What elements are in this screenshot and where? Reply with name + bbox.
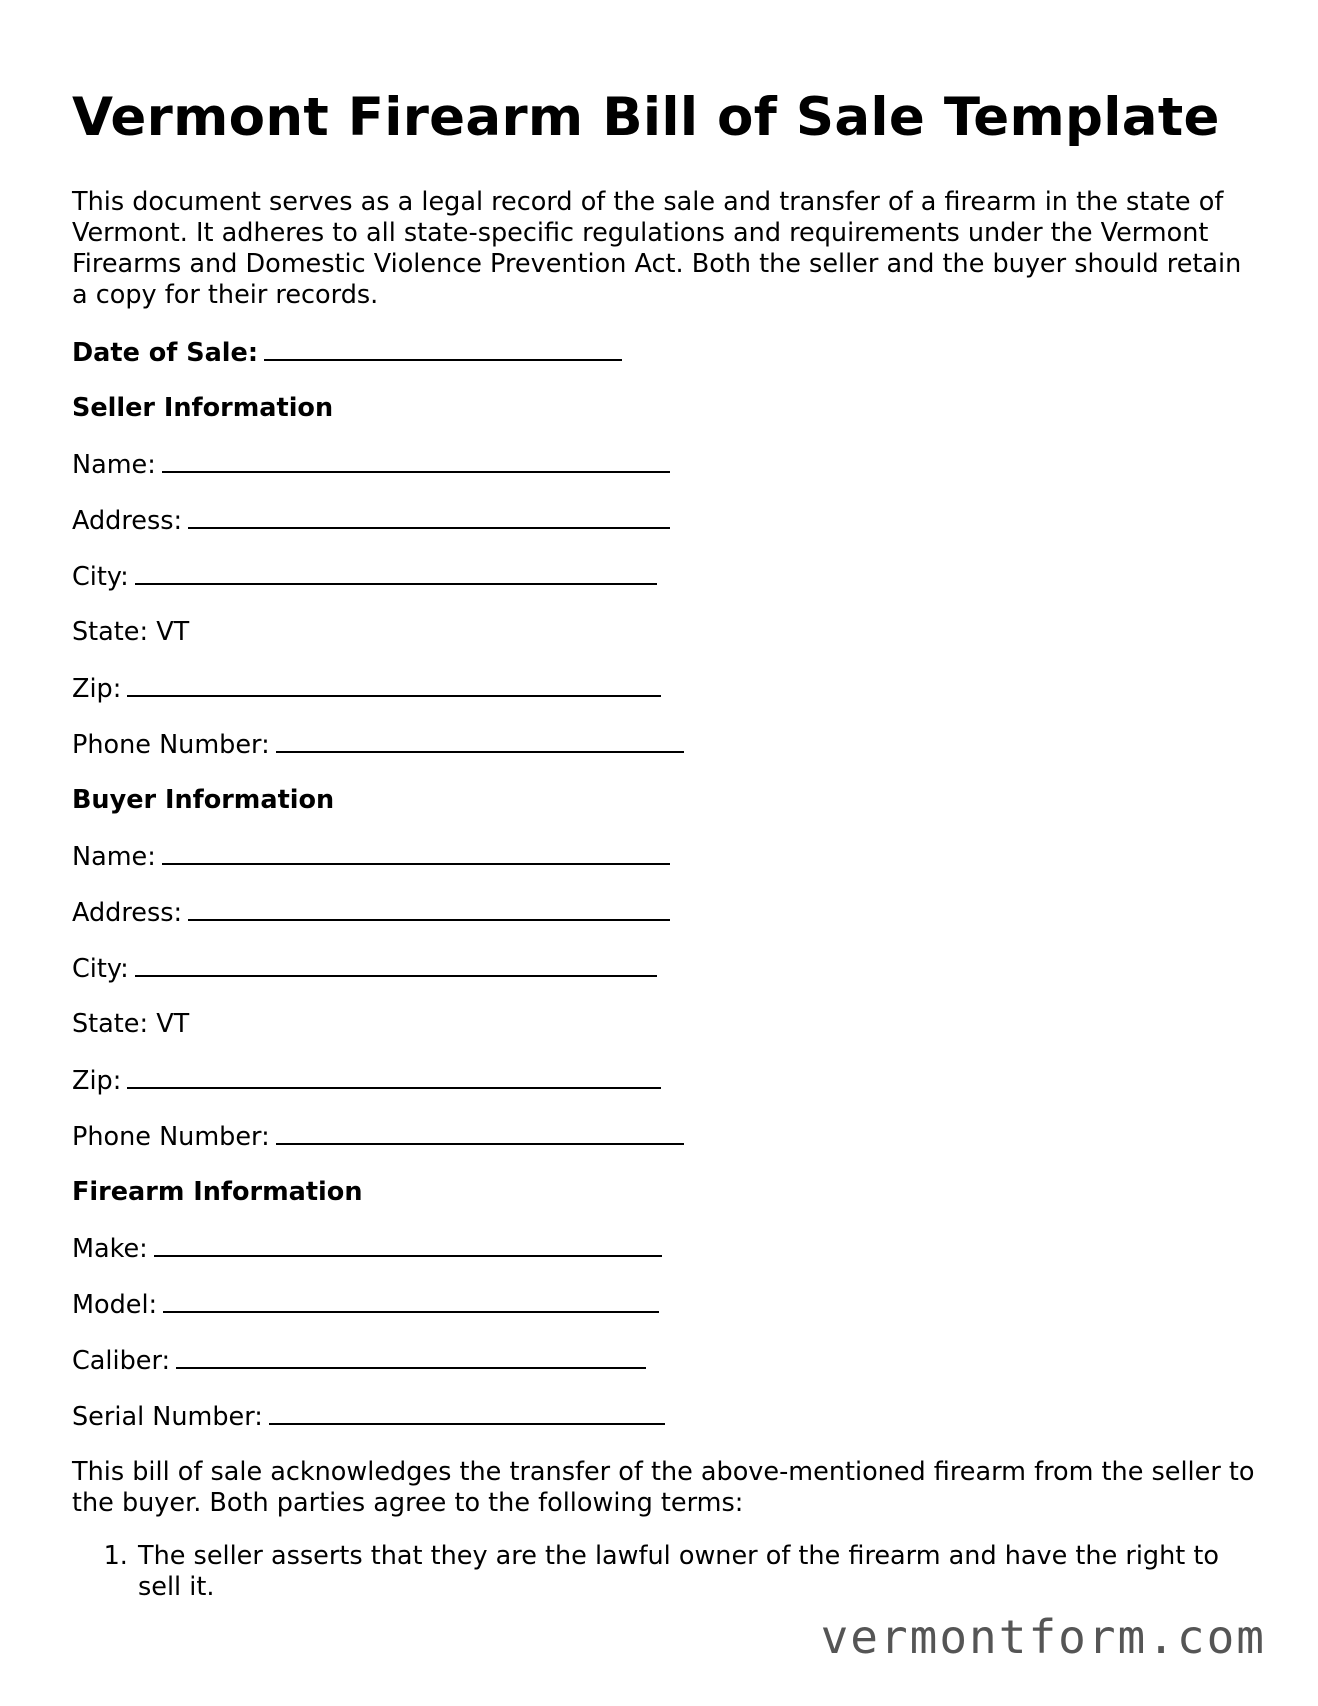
seller-phone-row bbox=[72, 729, 1262, 760]
firearm-serial-row bbox=[72, 1401, 1262, 1432]
buyer-zip-row bbox=[72, 1065, 1262, 1096]
firearm-serial-label: Serial Number: bbox=[72, 1401, 263, 1432]
buyer-phone-label: Phone Number: bbox=[72, 1121, 270, 1152]
date-of-sale-row bbox=[72, 337, 1262, 368]
buyer-name-blank[interactable] bbox=[162, 841, 670, 865]
page-title: Vermont Firearm Bill of Sale Template bbox=[72, 87, 1220, 148]
seller-name-label: Name: bbox=[72, 449, 156, 480]
seller-zip-label: Zip: bbox=[72, 673, 122, 704]
seller-state-label: State: VT bbox=[72, 616, 190, 647]
intro-paragraph: This document serves as a legal record of the sale and transfer of a firearm in the state of Vermont. It adheres to all state-specific regulations and requirements under the Vermont Firearms and Domestic Violence Prevention Act. Both the seller and the buyer should retain a copy for their records. bbox=[72, 186, 1242, 310]
seller-zip-blank[interactable] bbox=[127, 673, 661, 697]
terms-intro: This bill of sale acknowledges the transfer of the above-mentioned firearm from the seller to the buyer. Both parties agree to the following terms: bbox=[72, 1456, 1255, 1518]
seller-address-blank[interactable] bbox=[188, 505, 670, 529]
buyer-city-label: City: bbox=[72, 953, 129, 984]
seller-name-row bbox=[72, 449, 1262, 480]
buyer-address-blank[interactable] bbox=[188, 897, 670, 921]
firearm-serial-blank[interactable] bbox=[269, 1401, 665, 1425]
buyer-phone-row bbox=[72, 1121, 1262, 1152]
buyer-zip-label: Zip: bbox=[72, 1065, 122, 1096]
seller-phone-blank[interactable] bbox=[276, 729, 684, 753]
watermark-text: vermontform.com bbox=[820, 1610, 1266, 1664]
firearm-model-label: Model: bbox=[72, 1289, 158, 1320]
seller-city-label: City: bbox=[72, 561, 129, 592]
firearm-model-row bbox=[72, 1289, 1262, 1320]
date-of-sale-blank[interactable] bbox=[264, 337, 622, 361]
seller-city-row bbox=[72, 561, 1262, 592]
term-item: 1. The seller asserts that they are the lawful owner of the firearm and have the right to sell it. bbox=[136, 1541, 1262, 1603]
seller-name-blank[interactable] bbox=[162, 449, 670, 473]
buyer-address-label: Address: bbox=[72, 897, 183, 928]
buyer-name-row bbox=[72, 841, 1262, 872]
buyer-address-row bbox=[72, 897, 1262, 928]
document-page bbox=[72, 88, 1262, 1603]
buyer-phone-blank[interactable] bbox=[276, 1121, 684, 1145]
seller-address-row bbox=[72, 505, 1262, 536]
buyer-city-blank[interactable] bbox=[135, 953, 657, 977]
buyer-zip-blank[interactable] bbox=[127, 1065, 661, 1089]
firearm-make-label: Make: bbox=[72, 1233, 148, 1264]
buyer-name-label: Name: bbox=[72, 841, 156, 872]
date-of-sale-label: Date of Sale: bbox=[72, 337, 259, 368]
buyer-heading: Buyer Information bbox=[72, 784, 335, 815]
seller-phone-label: Phone Number: bbox=[72, 729, 270, 760]
seller-zip-row bbox=[72, 673, 1262, 704]
buyer-state-row bbox=[72, 1009, 1262, 1040]
firearm-model-blank[interactable] bbox=[163, 1289, 659, 1313]
firearm-caliber-row bbox=[72, 1345, 1262, 1376]
seller-address-label: Address: bbox=[72, 505, 183, 536]
seller-heading: Seller Information bbox=[72, 392, 334, 423]
seller-city-blank[interactable] bbox=[135, 561, 657, 585]
seller-state-row bbox=[72, 617, 1262, 648]
firearm-caliber-label: Caliber: bbox=[72, 1345, 171, 1376]
buyer-state-label: State: VT bbox=[72, 1008, 190, 1039]
terms-list bbox=[72, 1541, 1262, 1603]
firearm-make-row bbox=[72, 1233, 1262, 1264]
firearm-caliber-blank[interactable] bbox=[176, 1345, 646, 1369]
buyer-city-row bbox=[72, 953, 1262, 984]
firearm-heading: Firearm Information bbox=[72, 1176, 363, 1207]
firearm-make-blank[interactable] bbox=[154, 1233, 662, 1257]
